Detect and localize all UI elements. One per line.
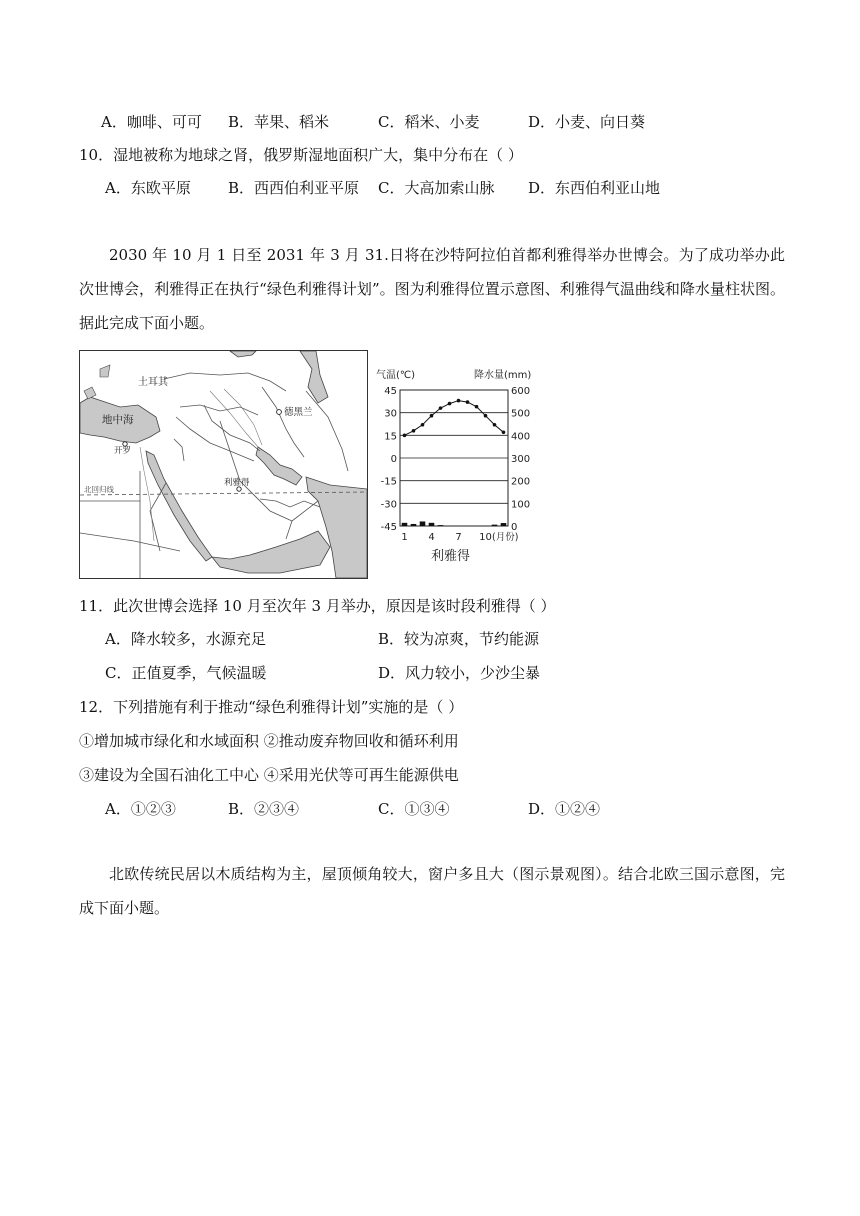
q11-option-c: C．正值夏季，气候温暖 [105,664,267,682]
q9-option-a: A．咖啡、可可 [101,113,202,131]
riyadh-climate-chart [372,362,550,572]
temp-point [466,400,470,404]
temp-point [457,399,461,403]
precip-tick-label: 0 [511,522,518,533]
temp-point [502,431,506,435]
riyadh-location-map [79,350,368,579]
temp-tick-label: 15 [384,431,397,443]
precip-tick-label: 300 [511,454,531,465]
tehran-label: 德黑兰 [284,407,313,418]
q11-option-a: A．降水较多，水源充足 [105,630,266,648]
q12-option-a: A．①②③ [105,800,176,818]
precip-tick-label: 100 [511,499,531,511]
mediterranean-label: 地中海 [102,414,134,426]
temp-point [484,414,488,418]
precip-bar [438,525,444,526]
month-tick-label: 10 [479,532,492,543]
passage-riyadh: 2030 年 10 月 1 日至 2031 年 3 月 31.日将在沙特阿拉伯首都利雅得举办世博会。为了成功举办此次世博会，利雅得正在执行“绿色利雅得计划”。图为利雅得位置示意图、利雅得气温曲线和降水量柱状图。据此完成下面小题。 [79,246,785,332]
temp-axis-label: 气温(℃) [376,370,416,381]
temp-point [412,429,416,433]
q10-stem: 10．湿地被称为地球之肾，俄罗斯湿地面积广大，集中分布在（ ） [79,146,523,164]
precip-bar [501,523,507,526]
temp-point [430,414,434,418]
temp-point [493,423,497,427]
persian-gulf [256,447,302,485]
temp-tick-label: 0 [390,454,397,465]
temp-point [421,423,425,427]
q9-option-d: D．小麦、向日葵 [528,113,646,131]
q10-option-c: C．大高加索山脉 [378,179,495,197]
temperature-series-line [405,401,504,436]
chart-title: 利雅得 [431,549,471,564]
caspian-sea [300,351,328,403]
q12-statements-1: ①增加城市绿化和水域面积 ②推动废弃物回收和循环利用 [79,732,459,750]
precip-axis-label: 降水量(mm) [474,370,532,381]
tropic-label: 北回归线 [84,485,114,494]
month-tick-label: 4 [428,532,435,543]
temp-tick-label: -30 [380,499,397,511]
black-sea [230,351,256,357]
passage-nordic: 北欧传统民居以木质结构为主，屋顶倾角较大，窗户多且大（图示景观图）。结合北欧三国示意图，完成下面小题。 [79,865,785,917]
precip-bar [402,523,408,526]
q11-option-b: B．较为凉爽，节约能源 [378,630,540,648]
riyadh-label: 利雅得 [224,478,250,488]
month-tick-label: 7 [455,532,462,543]
q9-option-c: C．稻米、小麦 [378,113,480,131]
temp-point [448,402,452,406]
precip-bar [492,525,498,526]
q10-option-a: A．东欧平原 [105,179,191,197]
precip-bar [429,523,435,526]
temp-tick-label: -15 [380,476,397,488]
gulf-of-aden [212,531,330,573]
temp-tick-label: -45 [380,522,397,533]
precip-tick-label: 200 [511,476,531,488]
temp-tick-label: 45 [384,386,397,397]
precip-bar [420,521,426,526]
q12-option-c: C．①③④ [378,800,450,818]
cairo-label: 开罗 [114,446,132,456]
temp-point [403,434,407,438]
q9-option-b: B．苹果、稻米 [228,113,330,131]
q12-statements-2: ③建设为全国石油化工中心 ④采用光伏等可再生能源供电 [79,766,459,784]
month-tick-label: 1 [401,532,408,543]
tehran-marker [277,410,282,415]
q12-option-b: B．②③④ [228,800,300,818]
temp-point [439,406,443,410]
temp-point [475,405,479,409]
red-sea [146,451,212,561]
q12-stem: 12．下列措施有利于推动“绿色利雅得计划”实施的是（ ） [79,698,464,716]
q11-option-d: D．风力较小，少沙尘暴 [378,664,541,682]
month-axis-label: (月份) [492,532,519,543]
turkey-label: 土耳其 [138,377,168,388]
precip-tick-label: 500 [511,408,531,420]
precip-tick-label: 400 [511,431,531,443]
precip-tick-label: 600 [511,386,531,397]
q12-option-d: D．①②④ [528,800,601,818]
q10-option-b: B．西西伯利亚平原 [228,179,360,197]
temp-tick-label: 30 [384,408,397,420]
q10-option-d: D．东西伯利亚山地 [528,179,661,197]
q11-stem: 11．此次世博会选择 10 月至次年 3 月举办，原因是该时段利雅得（ ） [79,597,556,615]
precip-bar [411,524,417,526]
